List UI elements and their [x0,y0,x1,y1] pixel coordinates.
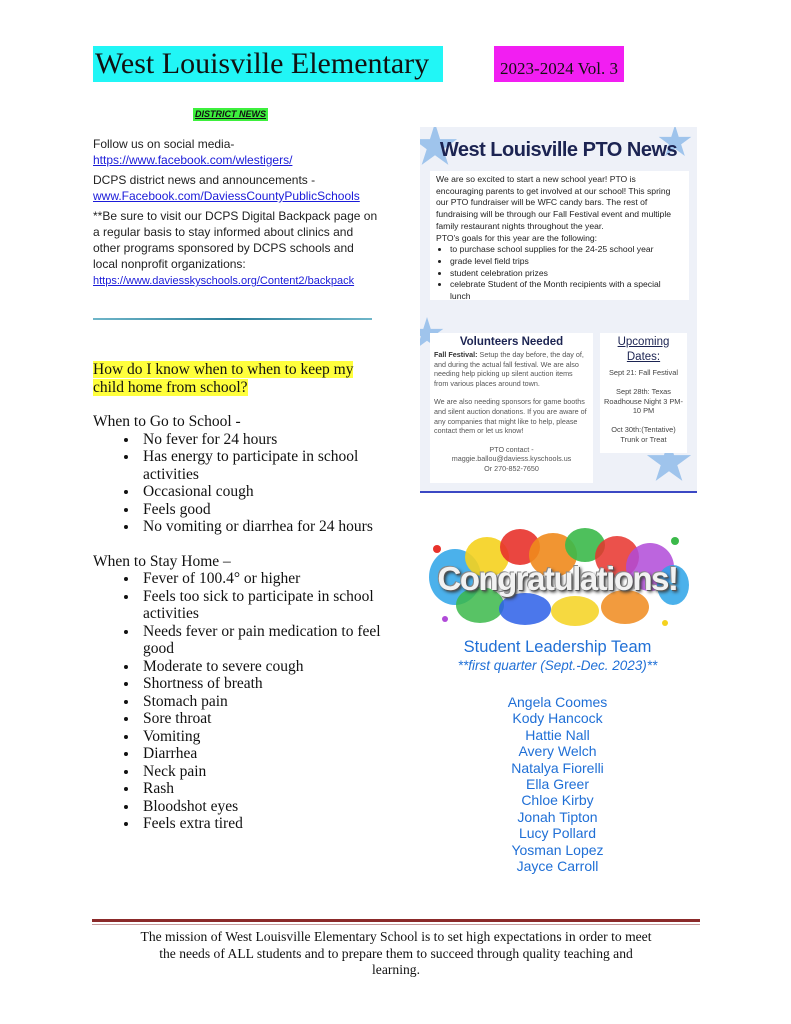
dcps-facebook-link[interactable]: www.Facebook.com/DaviessCountyPublicSchools [93,189,360,203]
newsletter-title: West Louisville Elementary [93,46,443,82]
sponsors-text: We are also needing sponsors for game booths and silent auction donations. If you are aware of any companies that might like to help, please contact them or let us know! [434,397,587,436]
dcps-text: DCPS district news and announcements - [93,173,316,187]
team-subtitle: **first quarter (Sept.-Dec. 2023)** [457,658,658,673]
upcoming-date: Oct 30th:(Tentative) Trunk or Treat [611,425,676,444]
list-item: • to purchase school supplies for the 24-25 school year [450,244,683,256]
health-question: How do I know when to when to keep my child home from school? [93,361,354,396]
festival-label: Fall Festival: [434,350,478,359]
backpack-text: **Be sure to visit our DCPS Digital Backpack page on a regular basis to stay informed about clinics and other programs sponsored by DCPS schools and local nonprofit organizations: [93,209,378,271]
list-item: • Rash [139,780,383,798]
list-item: Ella Greer [525,776,590,793]
volume-label: 2023-2024 Vol. 3 [494,46,624,82]
contact-email[interactable]: maggie.ballou@daviess.kyschools.us [451,454,572,464]
list-item: Hattie Nall [525,726,590,743]
congratulations-banner [425,527,690,632]
mission-statement: The mission of West Louisville Elementary School is to set high expectations in order to meet the needs of ALL students and to prepare them to succeed through quality teaching and learning. [140,929,652,977]
list-item: • Moderate to severe cough [139,658,383,676]
list-item: • Vomiting [139,728,383,746]
list-item: • Bloodshot eyes [139,798,383,816]
list-item: Yosman Lopez [511,841,604,858]
list-item: • Fever of 100.4° or higher [139,570,383,588]
footer-divider-thin [92,924,700,925]
list-item: Jonah Tipton [517,808,598,825]
facebook-link[interactable]: https://www.facebook.com/wlestigers/ [93,153,293,167]
student-list [415,694,700,874]
health-guidelines [93,361,383,833]
upcoming-date: Sept 21: Fall Festival [608,368,678,377]
pto-goals-heading: PTO's goals for this year are the following: [436,232,598,243]
volunteers-box [430,333,593,483]
go-list [93,431,383,536]
section-divider [93,318,372,320]
list-item: • Feels too sick to participate in school activities [139,588,383,623]
pto-news-panel [420,127,697,493]
stay-list [93,570,383,833]
list-item: • No fever for 24 hours [139,431,383,449]
volunteers-heading: Volunteers Needed [459,336,564,348]
congratulations-text: Congratulations! [437,560,678,597]
contact-phone: Or 270-852-7650 [484,463,539,473]
list-item: Chloe Kirby [521,792,594,809]
list-item: Avery Welch [518,743,597,760]
list-item: • Stomach pain [139,693,383,711]
list-item: • Feels extra tired [139,815,383,833]
list-item: • No vomiting or diarrhea for 24 hours [139,518,383,536]
list-item: • grade level field trips [450,256,683,268]
upcoming-date: Sept 28th: Texas Roadhouse Night 3 PM-10 PM [604,386,683,416]
social-text: Follow us on social media- [93,137,235,151]
list-item: • Feels good [139,501,383,519]
list-item: • student celebration prizes [450,268,683,280]
list-item: • Needs fever or pain medication to feel good [139,623,383,658]
list-item: Angela Coomes [507,694,608,710]
pto-intro-box [430,171,689,300]
list-item: • Occasional cough [139,483,383,501]
backpack-link[interactable]: https://www.daviesskyschools.org/Content2/backpack [93,275,355,287]
stay-heading: When to Stay Home – [93,552,231,570]
district-news-section [93,136,378,289]
list-item: • Shortness of breath [139,675,383,693]
contact-label: PTO contact - [489,444,534,454]
footer-divider [92,919,700,922]
list-item: • celebrate Student of the Month recipients with a special lunch [450,279,683,302]
list-item: • Diarrhea [139,745,383,763]
pto-goals-list [436,244,683,303]
festival-text: Setup the day before, the day of, and during the actual fall festival. We are also needing help picking up silent auction items from various places around town. [434,350,584,388]
list-item: • Neck pain [139,763,383,781]
upcoming-dates-box [600,333,687,453]
list-item: Lucy Pollard [518,825,597,842]
team-title: Student Leadership Team [463,638,652,656]
list-item: Jayce Carroll [516,858,599,875]
list-item: Natalya Fiorelli [511,759,604,776]
go-heading: When to Go to School - [93,413,241,430]
leadership-team [415,637,700,874]
pto-title: West Louisville PTO News [439,139,678,161]
list-item: • Sore throat [139,710,383,728]
upcoming-heading: Upcoming Dates: [617,336,670,363]
list-item: Kody Hancock [512,710,603,727]
pto-intro: We are so excited to start a new school year! PTO is encouraging parents to get involved at our school! This spring our PTO fundraiser will be WFC candy bars. The rest of fundraising will be through our Fall Festival event and multiple family restaurant nights throughout the year. [436,174,672,231]
list-item: • Has energy to participate in school activities [139,448,383,483]
district-news-heading: DISTRICT NEWS [195,109,266,119]
